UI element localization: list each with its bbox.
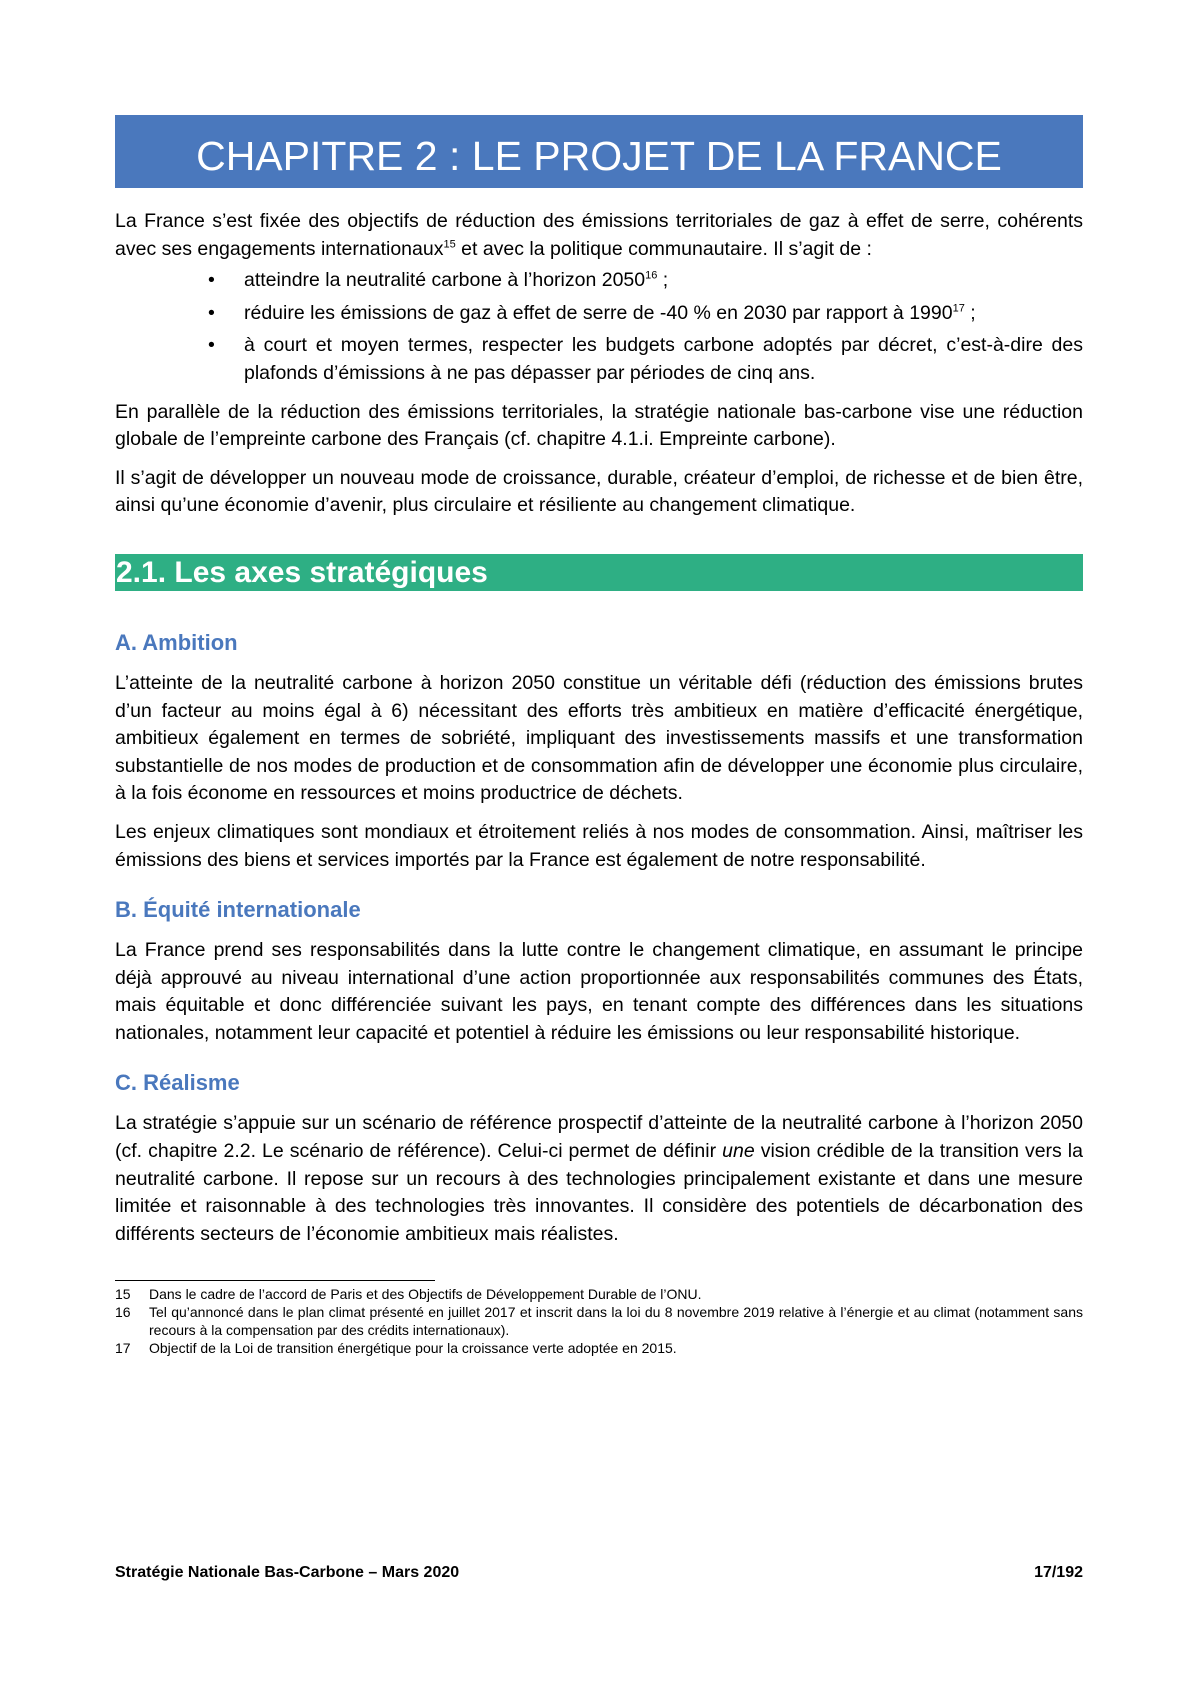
objectives-list: [115, 267, 1083, 387]
footnote-text: Objectif de la Loi de transition énergétique pour la croissance verte adoptée en 2015.: [149, 1340, 677, 1357]
subsection-heading-ambition: A. Ambition: [115, 629, 238, 655]
section-banner: [115, 554, 1083, 591]
parallel-paragraph: En parallèle de la réduction des émissions territoriales, la stratégie nationale bas-carbone vise une réduction globale de l’empreinte carbone des Français (cf. chapitre 4.1.i. Empreinte carbone).: [115, 400, 1083, 451]
chapter-banner: [115, 115, 1083, 188]
list-item-tail: ;: [657, 269, 669, 292]
intro-text-end: et avec la politique communautaire. Il s’agit de :: [455, 237, 872, 260]
footnote: [115, 1303, 1083, 1339]
page: [115, 115, 1083, 1357]
list-item: [115, 332, 1083, 387]
realism-emphasis: une: [722, 1140, 755, 1163]
chapter-title: CHAPITRE 2 : LE PROJET DE LA FRANCE: [196, 133, 1002, 179]
list-item-text: atteindre la neutralité carbone à l’horizon 2050: [244, 269, 646, 292]
footnote: [115, 1339, 1083, 1357]
equity-paragraph: La France prend ses responsabilités dans la lutte contre le changement climatique, en assumant le principe déjà approuvé au niveau international d’une action proportionnée aux responsabilités communes des États, mais équitable et donc différenciée suivant les pays, en tenant compte des différences dans les situations nationales, notamment leur capacité et potentiel à réduire les émissions ou leur responsabilité historique.: [115, 939, 1083, 1044]
page-number: 17/192: [1034, 1564, 1083, 1581]
page-footer: [115, 1563, 1083, 1583]
intro-text: La France s’est fixée des objectifs de réduction des émissions territoriales de gaz à effet de serre, cohérents avec ses engagements internationaux: [115, 210, 1083, 260]
intro-paragraph: [115, 208, 1083, 263]
list-item: [115, 300, 1083, 328]
ambition-paragraph-1: L’atteinte de la neutralité carbone à horizon 2050 constitue un véritable défi (réduction des émissions brutes d’un facteur au moins égal à 6) nécessitant des efforts très ambitieux en matière d’efficacité énergétique, ambitieux également en termes de sobriété, impliquant des investissements massifs et une transformation substantielle de nos modes de production et de consommation afin de développer une économie plus circulaire, à la fois économe en ressources et moins productrice de déchets.: [115, 671, 1083, 805]
realism-paragraph: [115, 1110, 1083, 1248]
list-item-text: à court et moyen termes, respecter les budgets carbone adoptés par décret, c’est-à-dire des plafonds d’émissions à ne pas dépasser par périodes de cinq ans.: [244, 334, 1083, 384]
footnote-number: 15: [115, 1286, 131, 1303]
ambition-paragraph-2: Les enjeux climatiques sont mondiaux et étroitement reliés à nos modes de consommation. Ainsi, maîtriser les émissions des biens et services importés par la France est également de notre responsabilité.: [115, 820, 1083, 871]
footnote-number: 17: [115, 1340, 131, 1357]
footer-document-title: Stratégie Nationale Bas-Carbone – Mars 2020: [115, 1564, 460, 1581]
footnotes: [115, 1285, 1083, 1357]
footnote: [115, 1285, 1083, 1303]
develop-paragraph: Il s’agit de développer un nouveau mode de croissance, durable, créateur d’emploi, de richesse et de bien être, ainsi qu’une économie d’avenir, plus circulaire et résiliente au changement climatique.: [115, 466, 1083, 517]
bullet-icon: •: [208, 334, 215, 357]
subsection-heading-realism: C. Réalisme: [115, 1070, 240, 1096]
footnote-ref[interactable]: 15: [443, 238, 456, 251]
footnote-ref[interactable]: 17: [952, 302, 965, 315]
list-item-text: réduire les émissions de gaz à effet de serre de -40 % en 2030 par rapport à 1990: [244, 301, 953, 324]
list-item: [115, 267, 1083, 295]
list-item-tail: ;: [964, 301, 976, 324]
footnote-ref[interactable]: 16: [645, 269, 658, 282]
realism-text-end: vision crédible de la transition vers la neutralité carbone. Il repose sur un recours à des technologies principalement existante et dans une mesure limitée et raisonnable à des technologies très innovantes. Il considère des potentiels de décarbonation des différents secteurs de l’économie ambitieux mais réalistes.: [115, 1140, 1083, 1245]
footnote-number: 16: [115, 1304, 131, 1321]
bullet-icon: •: [208, 269, 215, 292]
footnote-separator: [115, 1280, 435, 1281]
realism-text: La stratégie s’appuie sur un scénario de référence prospectif d’atteinte de la neutralité carbone à l’horizon 2050 (cf. chapitre 2.2. Le scénario de référence). Celui-ci permet de définir: [115, 1112, 1083, 1163]
subsection-heading-equity: B. Équité internationale: [115, 897, 361, 923]
footnote-text: Tel qu’annoncé dans le plan climat présenté en juillet 2017 et inscrit dans la loi du 8 novembre 2019 relative à l’énergie et au climat (notamment sans recours à la compensation par des crédits internationaux).: [149, 1304, 1083, 1339]
footnote-text: Dans le cadre de l’accord de Paris et des Objectifs de Développement Durable de l’ONU.: [149, 1286, 702, 1303]
section-title: 2.1. Les axes stratégiques: [116, 555, 488, 589]
bullet-icon: •: [208, 301, 215, 324]
